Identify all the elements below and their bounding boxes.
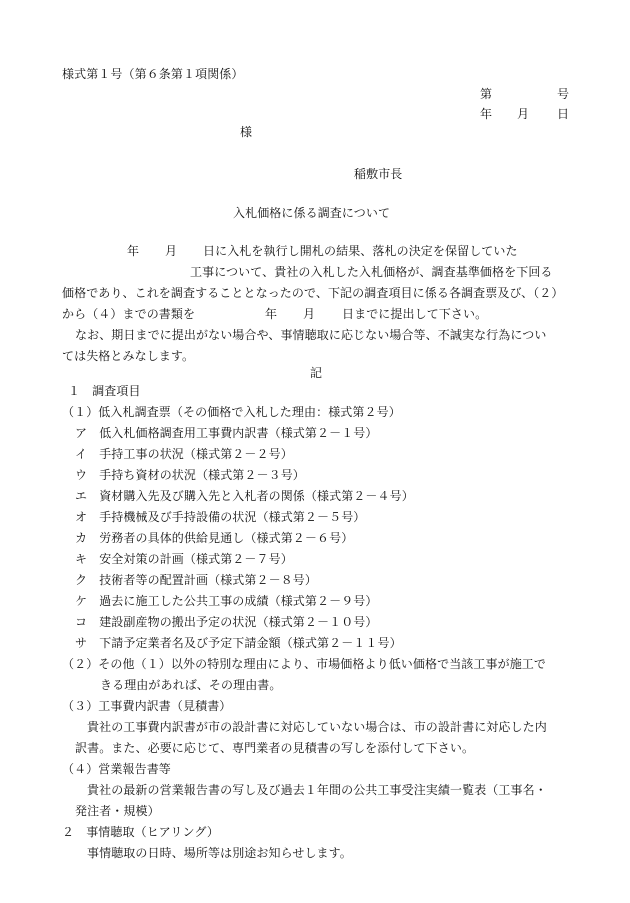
section1-item1: （１）低入札調査票（その価格で入札した理由：様式第２号） bbox=[62, 405, 401, 419]
sender: 稲敷市長 bbox=[354, 167, 403, 181]
addressee-suffix: 様 bbox=[240, 125, 253, 139]
sub-item: ウ 手持ち資材の状況（様式第２－３号） bbox=[75, 468, 305, 482]
section1-item3: （３）工事費内訳書（見積書） bbox=[62, 699, 232, 713]
body-line3: 価格であり、これを調査することとなったので、下記の調査項目に係る各調査票及び、（２） bbox=[62, 286, 564, 300]
document-title: 入札価格に係る調査について bbox=[233, 206, 391, 220]
sub-item: エ 資材購入先及び購入先と入札者の関係（様式第２－４号） bbox=[75, 489, 414, 503]
date-month: 月 bbox=[517, 107, 530, 121]
doc-number-prefix: 第 bbox=[480, 87, 493, 101]
sub-item: ケ 過去に施工した公共工事の成績（様式第２－９号） bbox=[75, 594, 378, 608]
body-line6: ては失格とみなします。 bbox=[62, 349, 195, 363]
body-line4-rest: 日までに提出して下さい。 bbox=[342, 307, 488, 321]
sub-item: ク 技術者等の配置計画（様式第２－８号） bbox=[75, 573, 318, 587]
section1-item4: （４）営業報告書等 bbox=[62, 762, 171, 776]
body-line1-year: 年 bbox=[127, 244, 140, 258]
date-day: 日 bbox=[557, 107, 570, 121]
sub-item: オ 手持機械及び手持設備の状況（様式第２－５号） bbox=[75, 510, 366, 524]
section1-item2-cont: きる理由があれば、その理由書。 bbox=[100, 678, 282, 692]
sub-item: コ 建設副産物の搬出予定の状況（様式第２－１０号） bbox=[75, 615, 378, 629]
body-line4-year: 年 bbox=[265, 307, 278, 321]
section1-heading: １ 調査項目 bbox=[68, 384, 141, 398]
form-label: 様式第１号（第６条第１項関係） bbox=[62, 67, 244, 81]
section2-text: 事情聴取の日時、場所等は別途お知らせします。 bbox=[87, 846, 352, 860]
body-line4-month: 月 bbox=[303, 307, 316, 321]
section1-item4-text: 貴社の最新の営業報告書の写し及び過去１年間の公共工事受注実績一覧表（工事名・ bbox=[87, 783, 547, 797]
body-line1-month: 月 bbox=[165, 244, 178, 258]
body-line5: なお、期日までに提出がない場合や、事情聴取に応じない場合等、不誠実な行為につい bbox=[75, 328, 547, 342]
body-line1: 日に入札を執行し開札の結果、落札の決定を保留していた bbox=[203, 244, 518, 258]
sub-item: カ 労務者の具体的供給見通し（様式第２－６号） bbox=[75, 531, 354, 545]
section1-item4-cont: 発注者・規模） bbox=[75, 804, 160, 818]
section1-item2: （２）その他（１）以外の特別な理由により、市場価格より低い価格で当該工事が施工で bbox=[62, 657, 547, 671]
body-line2: 工事について、貴社の入札した入札価格が、調査基準価格を下回る bbox=[190, 265, 553, 279]
sub-item: ア 低入札価格調査用工事費内訳書（様式第２－１号） bbox=[75, 426, 378, 440]
section1-item3-cont: 訳書。また、必要に応じて、専門業者の見積書の写しを添付して下さい。 bbox=[75, 741, 475, 755]
sub-item: キ 安全対策の計画（様式第２－７号） bbox=[75, 552, 293, 566]
sub-item: サ 下請予定業者名及び予定下請金額（様式第２－１１号） bbox=[75, 636, 402, 650]
doc-number-suffix: 号 bbox=[557, 87, 570, 101]
section2-heading: ２ 事情聴取（ヒアリング） bbox=[62, 825, 219, 839]
section1-item3-text: 貴社の工事費内訳書が市の設計書に対応していない場合は、市の設計書に対応した内 bbox=[87, 720, 547, 734]
body-line4: から（４）までの書類を bbox=[62, 307, 196, 321]
ki-heading: 記 bbox=[310, 366, 323, 380]
sub-item: イ 手持工事の状況（様式第２－２号） bbox=[75, 447, 293, 461]
date-year: 年 bbox=[480, 107, 493, 121]
